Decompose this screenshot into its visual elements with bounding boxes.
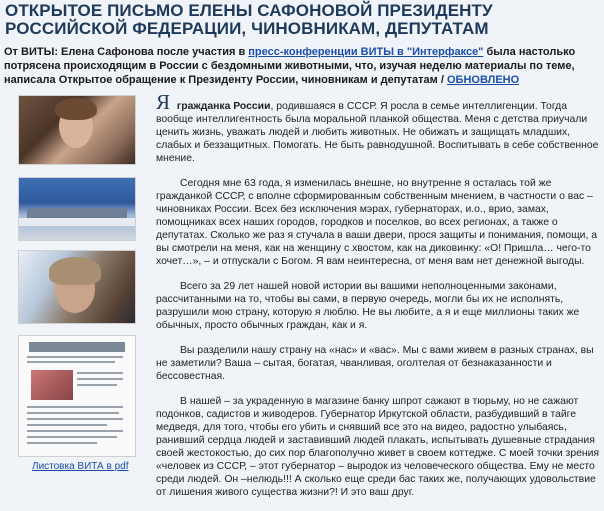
letter-p1-bold: гражданка России	[174, 101, 271, 112]
page-title: ОТКРЫТОЕ ПИСЬМО ЕЛЕНЫ САФОНОВОЙ ПРЕЗИДЕНТУ РОССИЙСКОЙ ФЕДЕРАЦИИ, ЧИНОВНИКАМ, ДЕПУТАТАМ	[5, 1, 493, 38]
intro-prefix: От ВИТЫ: Елена Сафонова после участия в	[4, 46, 249, 58]
press-conference-link[interactable]: пресс-конференции ВИТЫ в "Интерфаксе"	[248, 46, 484, 58]
letter-paragraph-4: Вы разделили нашу страну на «нас» и «вас». Мы с вами живем в разных странах, вы не заметили? Ваша – сытая, богатая, чванливая, оголтелая от безнаказанности и бессовестная.	[156, 345, 594, 382]
intro-paragraph	[4, 45, 602, 87]
letter-paragraph-1	[156, 90, 600, 165]
press-conference-photo	[18, 177, 136, 241]
letter-paragraph-5: В нашей – за украденную в магазине банку шпрот сажают в тюрьму, но не сажают подонков, садистов и живодеров. Губернатор Иркутской области, разбудивший в тайге медведя, для того, чтобы его убить и снявший все это на видео, радостно улыбаясь, ранивший сердца людей и заставивший людей плакать, испытывать душевные страдания своей жестокостью, до сих пор благополучно живет в своем коттедже. С моей точки зрения «человек из СССР, – этот губернатор – выродок из человеческого общества. Ему не место среди людей. Он –нелюдь!!! А сколько еще среди бас таких же, получающих удовольствие от лишения живого существа жизни?! И это ваш друг.	[156, 396, 600, 498]
letter-paragraph-3: Всего за 29 лет нашей новой истории вы вашими неполноценными законами, рассчитанными на то, чтобы вы сами, в первую очередь, могли бы их не исполнять, разрушили мою страну, которую я люблю. Не вы любите, а я и еще миллионы таких же обычных, просто обычных граждан, как и я.	[156, 281, 580, 331]
leaflet-pdf-link[interactable]: Листовка ВИТА в pdf	[32, 461, 129, 472]
intro-middle: была настолько потрясена происходящим в России с бездомными животными, что, изучая неделю материалы по теме, написала Открытое обращение к Президенту России, чиновникам и депутатам /	[4, 46, 576, 86]
letter-p1-rest: , родившаяся в СССР. Я росла в семье интеллигенции. Тогда вообще интеллигентность была моральной планкой общества. Меня с детства приучали ценить жизнь, уважать людей и любить животных. Не обижать и защищать младших, слабых и беззащитных. Помогать. Не быть равнодушной. Воспитывать в себе собственное мнение.	[156, 101, 599, 164]
speaker-photo	[18, 250, 136, 324]
drop-cap: Я	[156, 90, 171, 114]
letter-paragraph-2: Сегодня мне 63 года, я изменилась внешне, но внутренне я осталась той же гражданкой СССР, с вполне сформированным собственным мнением, в частности о вас – чиновниках России. Всех без исключения мэрах, губернаторах, и.о., врио, замах, помощниках всех наших городов, городков и поселков, во всех регионах, а также о депутатах. Сколько же раз я стучала в ваши двери, прося защиты и понимания, помощи, а вы смотрели на меня, как на женщину с хвостом, как на диковинку: «О! Пришла… чего-то хочет…», – и отпускали с Богом. Я вам неинтересна, от меня вам нет денежной выгоды.	[156, 178, 598, 267]
leaflet-heading	[29, 342, 125, 352]
updated-link[interactable]: ОБНОВЛЕНО	[446, 74, 520, 86]
letter-body	[156, 90, 600, 511]
leaflet-image	[31, 370, 73, 400]
leaflet-thumbnail[interactable]	[18, 335, 136, 457]
portrait-photo	[18, 95, 136, 165]
